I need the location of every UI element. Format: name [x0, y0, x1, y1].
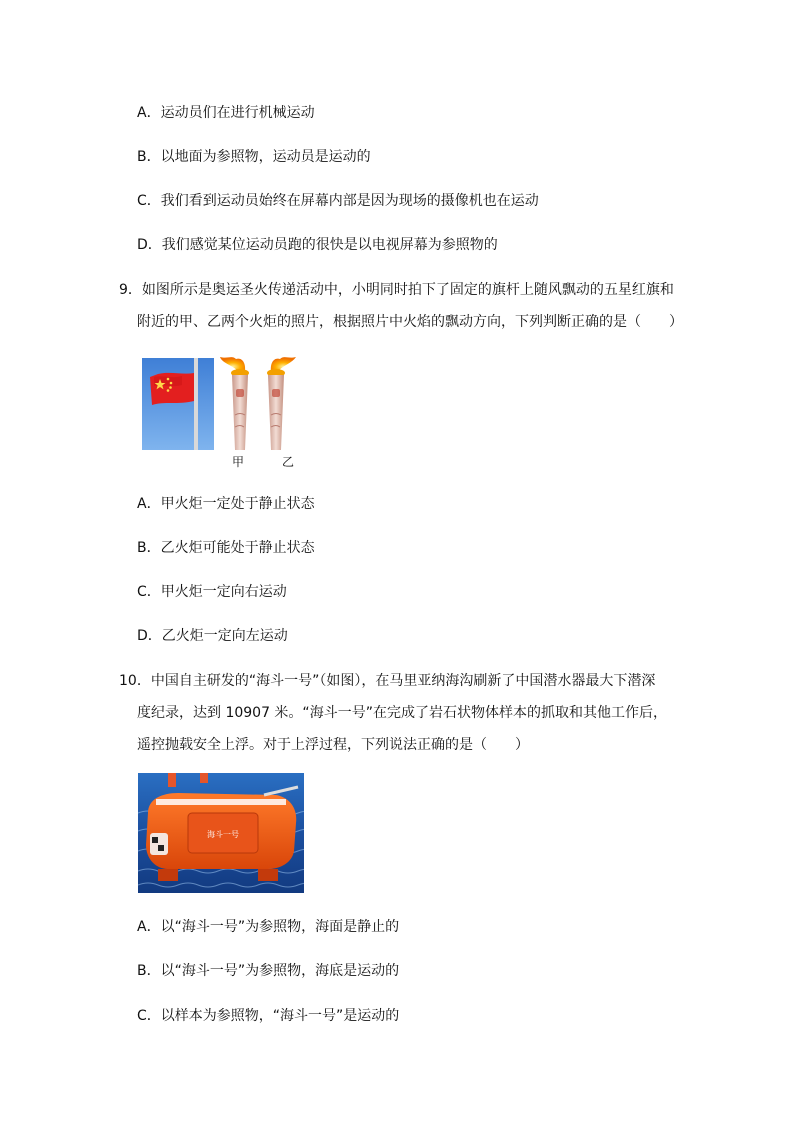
- q10-option-c: C．以样本为参照物，“海斗一号”是运动的: [137, 1008, 400, 1024]
- torch-jia: [220, 357, 249, 450]
- hull-lettering: 海斗一号: [207, 830, 239, 839]
- q10-option-a: A．以“海斗一号”为参照物，海面是静止的: [137, 919, 400, 935]
- torch-yi-caption: 乙: [282, 455, 295, 469]
- torch-yi: [267, 357, 296, 450]
- q10-figure: [138, 773, 304, 893]
- q9-option-d: D．乙火炬一定向左运动: [137, 628, 288, 644]
- q9-option-a: A．甲火炬一定处于静止状态: [137, 496, 315, 512]
- q10-stem-line-1: 10．中国自主研发的“海斗一号”（如图），在马里亚纳海沟刷新了中国潜水器最大下潜深: [119, 673, 656, 689]
- q8-option-a: A．运动员们在进行机械运动: [137, 105, 315, 121]
- q8-option-d: D．我们感觉某位运动员跑的很快是以电视屏幕为参照物的: [137, 237, 498, 253]
- q10-stem-line-2: 度纪录，达到 10907 米。“海斗一号”在完成了岩石状物体样本的抓取和其他工作后，: [137, 705, 667, 721]
- submersible-photo: [138, 773, 304, 893]
- flag-photo: [142, 358, 214, 450]
- q9-stem-line-2: 附近的甲、乙两个火炬的照片，根据照片中火焰的飘动方向，下列判断正确的是（ ）: [137, 314, 683, 330]
- q10-option-b: B．以“海斗一号”为参照物，海底是运动的: [137, 963, 400, 979]
- q8-option-c: C．我们看到运动员始终在屏幕内部是因为现场的摄像机也在运动: [137, 193, 539, 209]
- q9-stem-line-1: 9．如图所示是奥运圣火传递活动中，小明同时拍下了固定的旗杆上随风飘动的五星红旗和: [119, 282, 674, 298]
- q9-option-c: C．甲火炬一定向右运动: [137, 584, 287, 600]
- torch-jia-caption: 甲: [232, 455, 245, 469]
- q10-stem-line-3: 遥控抛载安全上浮。对于上浮过程，下列说法正确的是（ ）: [137, 737, 529, 753]
- q8-option-b: B．以地面为参照物，运动员是运动的: [137, 149, 371, 165]
- q9-option-b: B．乙火炬可能处于静止状态: [137, 540, 315, 556]
